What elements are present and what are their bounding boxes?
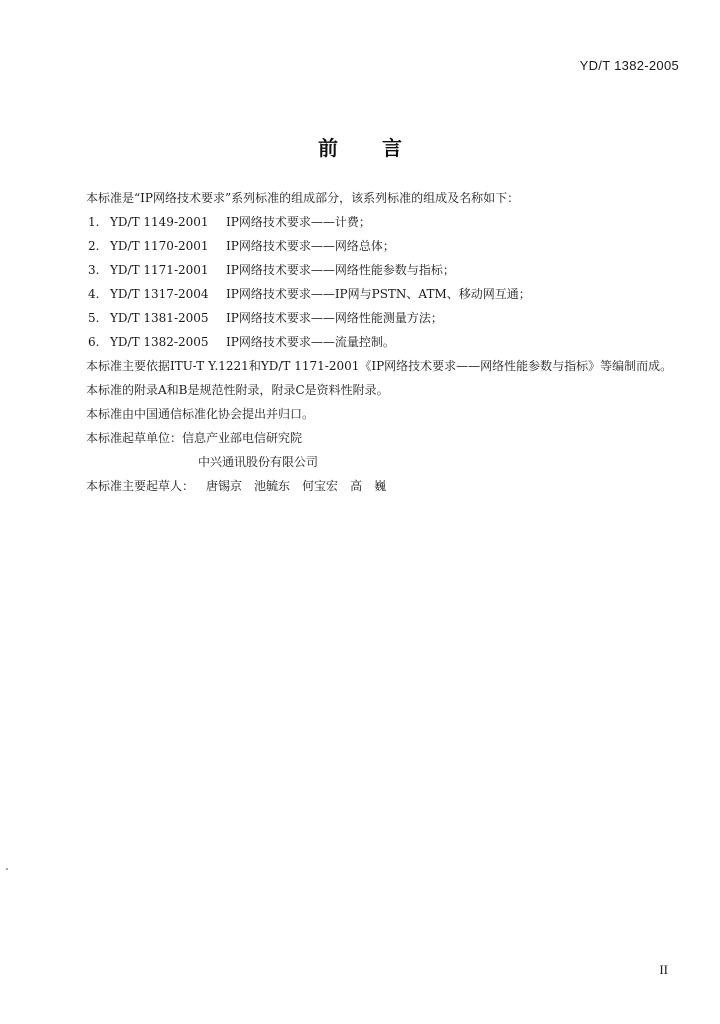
drafter-name: 池毓东 <box>254 479 291 493</box>
drafters <box>62 474 682 498</box>
list-item <box>62 306 682 330</box>
list-item-number: 4. <box>88 287 100 301</box>
drafting-unit-2: 中兴通讯股份有限公司 <box>198 455 319 469</box>
list-item <box>62 210 682 234</box>
list-item-title: IP网络技术要求——计费； <box>226 215 371 229</box>
list-item-code: YD/T 1381-2005 <box>110 311 209 325</box>
list-item-title: IP网络技术要求——网络性能参数与指标； <box>226 263 455 277</box>
list-item-number: 2. <box>88 239 100 253</box>
series-list <box>62 210 682 354</box>
annex-paragraph: 本标准的附录A和B是规范性附录，附录C是资料性附录。 <box>86 383 389 397</box>
list-item-title: IP网络技术要求——IP网与PSTN、ATM、移动网互通； <box>226 287 531 301</box>
drafters-label: 本标准主要起草人： <box>86 479 195 493</box>
intro-paragraph: 本标准是“IP网络技术要求”系列标准的组成部分，该系列标准的组成及名称如下： <box>86 191 520 205</box>
drafter-name: 唐锡京 <box>206 479 243 493</box>
drafter-name: 高 巍 <box>350 479 387 493</box>
list-item-code: YD/T 1317-2004 <box>110 287 209 301</box>
list-item-title: IP网络技术要求——网络总体； <box>226 239 395 253</box>
scan-speck <box>6 868 8 870</box>
list-item-code: YD/T 1170-2001 <box>110 239 209 253</box>
list-item-number: 3. <box>88 263 100 277</box>
drafting-unit-2-line <box>62 450 682 474</box>
list-item-number: 1. <box>88 215 100 229</box>
list-item-title: IP网络技术要求——网络性能测量方法； <box>226 311 443 325</box>
list-item-code: YD/T 1382-2005 <box>110 335 209 349</box>
drafting-unit-1: 信息产业部电信研究院 <box>182 431 303 445</box>
list-item <box>62 234 682 258</box>
list-item-code: YD/T 1149-2001 <box>110 215 209 229</box>
page-title: 前言 <box>318 136 446 160</box>
list-item <box>62 282 682 306</box>
list-item <box>62 258 682 282</box>
list-item-number: 5. <box>88 311 100 325</box>
list-item <box>62 330 682 354</box>
proposer-paragraph: 本标准由中国通信标准化协会提出并归口。 <box>86 407 315 421</box>
list-item-number: 6. <box>88 335 100 349</box>
drafter-name: 何宝宏 <box>302 479 339 493</box>
drafting-units <box>62 426 682 450</box>
list-item-title: IP网络技术要求——流量控制。 <box>226 335 395 349</box>
foreword-body <box>62 186 682 498</box>
list-item-code: YD/T 1171-2001 <box>110 263 209 277</box>
page-number: II <box>659 962 668 977</box>
drafting-units-label: 本标准起草单位： <box>86 431 183 445</box>
standard-code-header: YD/T 1382-2005 <box>579 58 679 73</box>
basis-paragraph: 本标准主要依据ITU-T Y.1221和YD/T 1171-2001《IP网络技术要求——网络性能参数与指标》等编制而成。 <box>86 359 673 373</box>
